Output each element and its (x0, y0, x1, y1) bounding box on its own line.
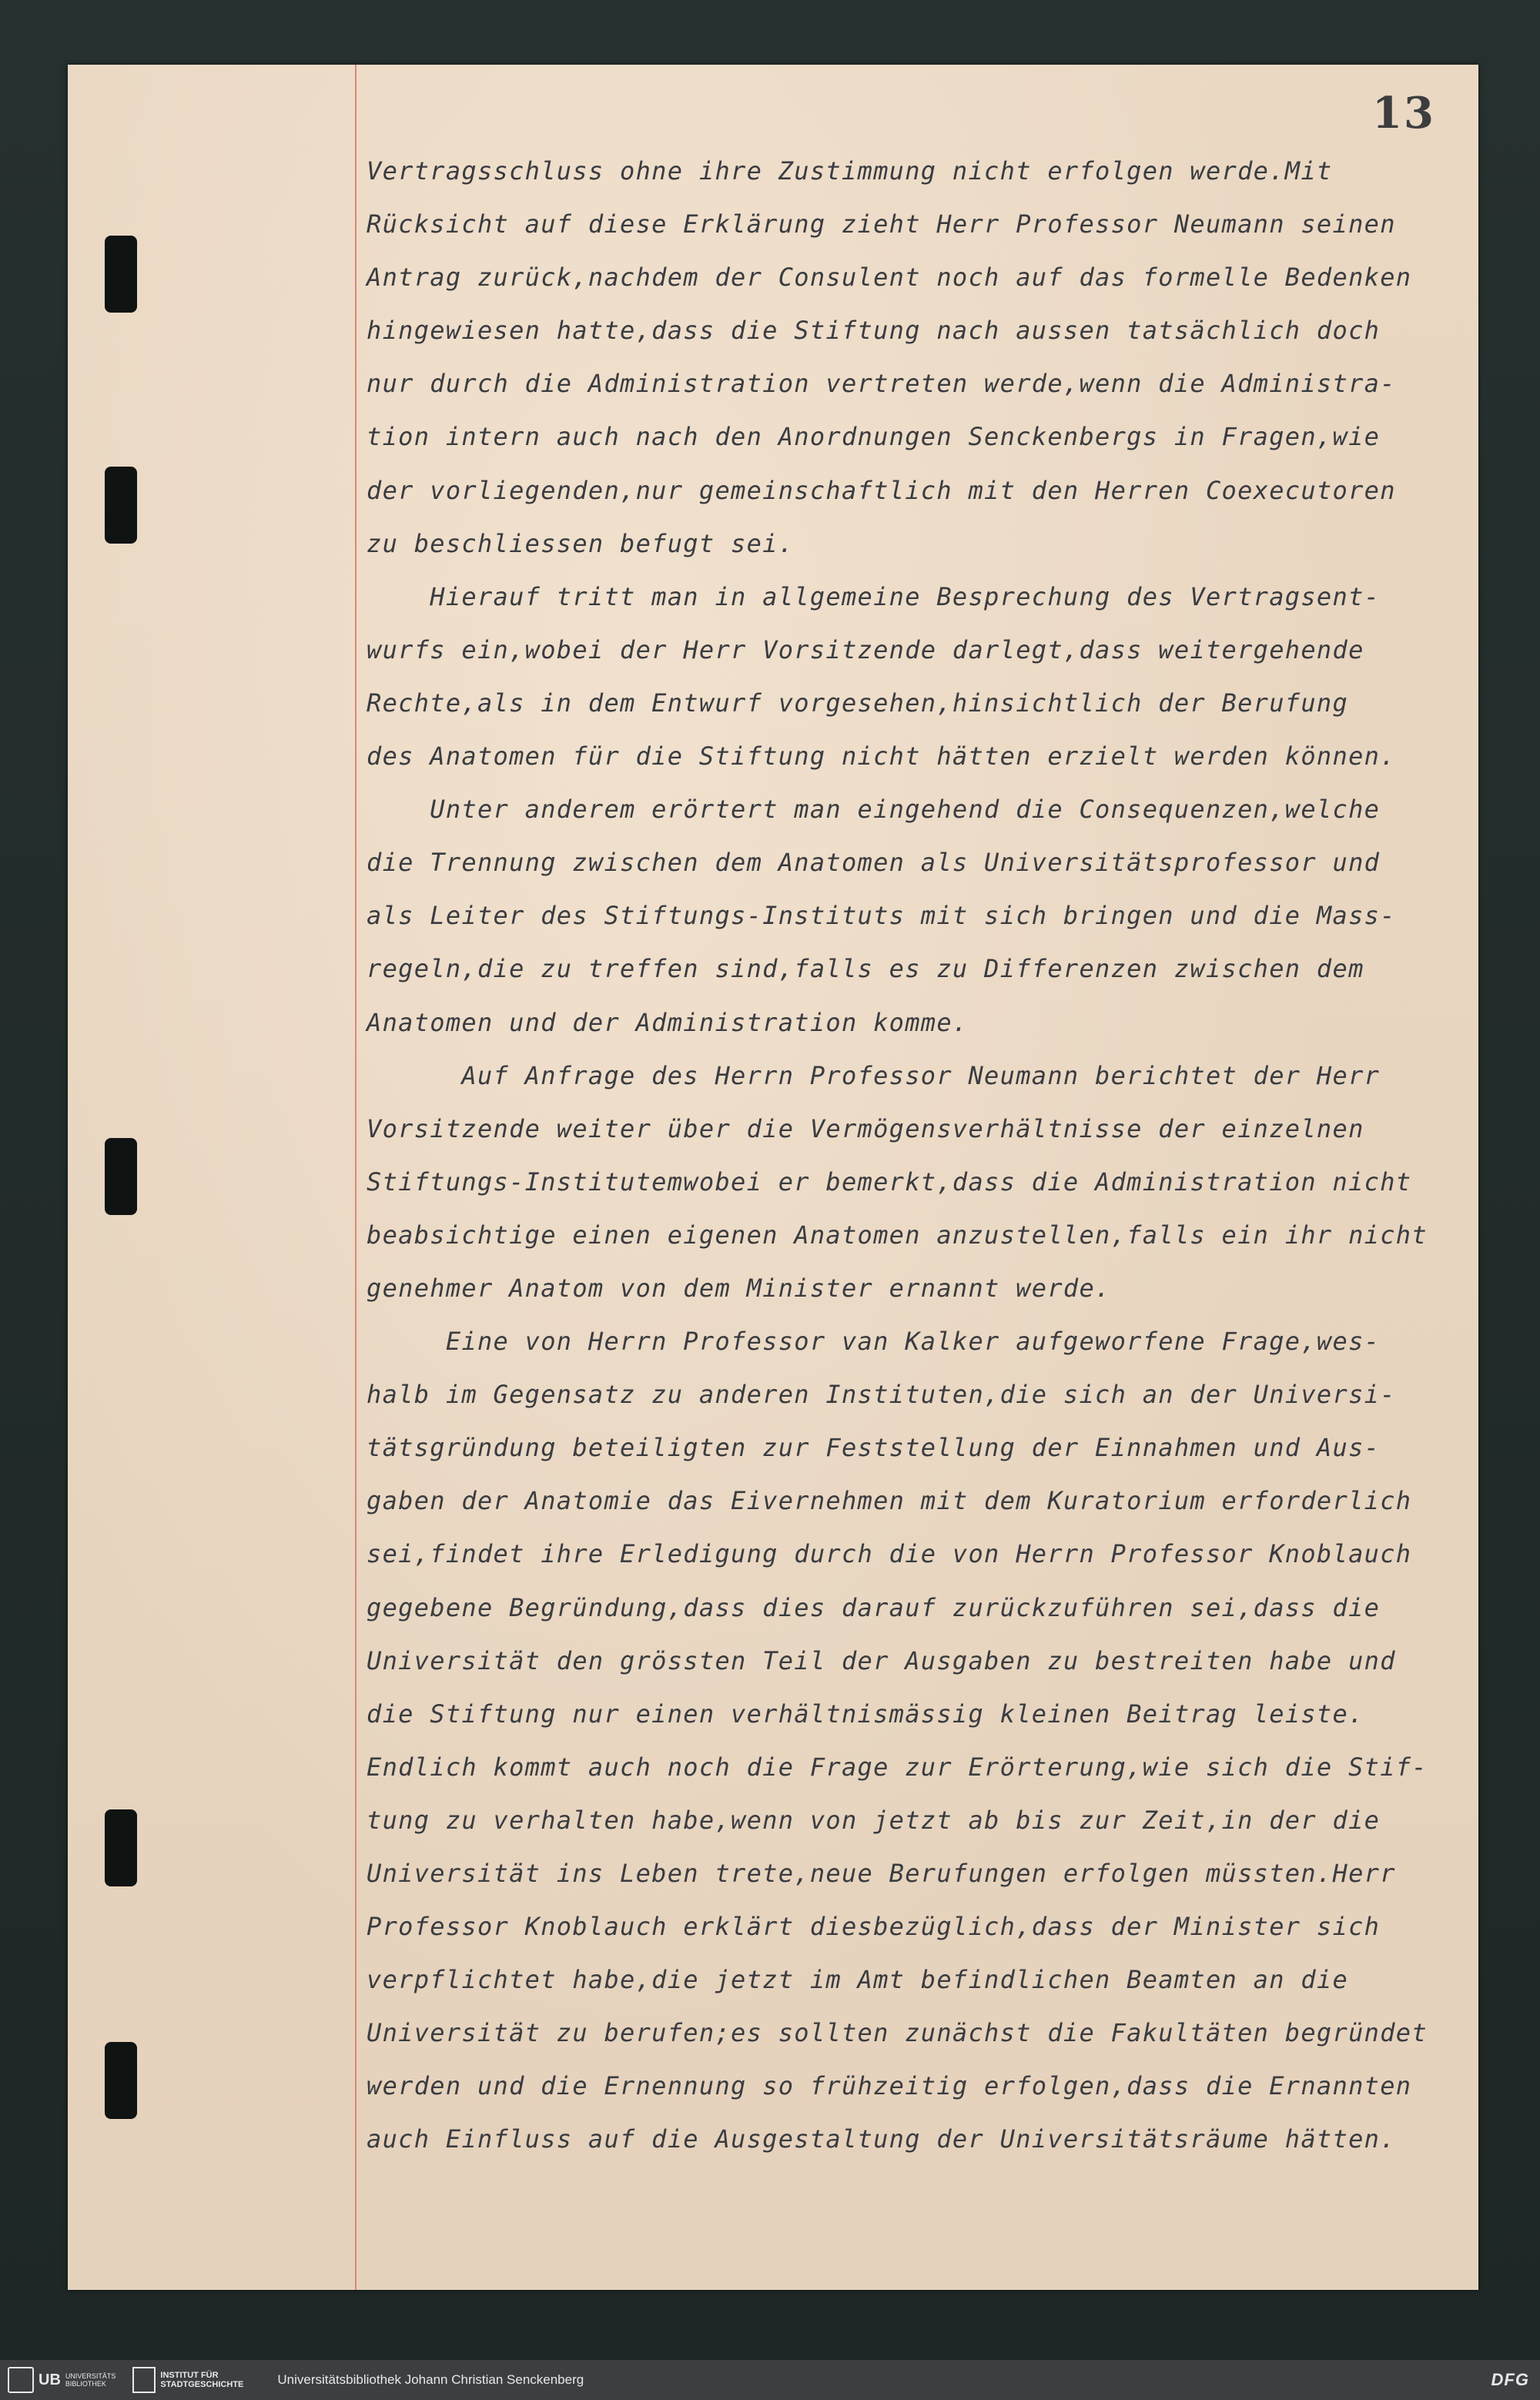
text-line: die Trennung zwischen dem Anatomen als Universitätsprofessor und (367, 848, 1381, 878)
isg-emblem-icon (132, 2367, 156, 2393)
dfg-logo[interactable]: DFG (1491, 2370, 1529, 2389)
margin-rule (355, 65, 357, 2290)
isg-logo-line: INSTITUT FÜR (160, 2371, 219, 2380)
ub-logo-subtext (65, 2372, 116, 2388)
text-line: die Stiftung nur einen verhältnismässig kleinen Beitrag leiste. (367, 1699, 1364, 1729)
text-line: Vertragsschluss ohne ihre Zustimmung nicht erfolgen werde.Mit (367, 156, 1333, 186)
punch-hole (105, 1809, 137, 1886)
text-line: nur durch die Administration vertreten werde,wenn die Administra- (367, 369, 1396, 399)
text-line: tion intern auch nach den Anordnungen Senckenbergs in Fragen,wie (367, 422, 1381, 452)
text-line: gegebene Begründung,dass dies darauf zurückzuführen sei,dass die (367, 1592, 1381, 1622)
text-line: tung zu verhalten habe,wenn von jetzt ab bis zur Zeit,in der die (367, 1805, 1381, 1835)
isg-logo-text (160, 2371, 243, 2389)
isg-logo-line: STADTGESCHICHTE (160, 2380, 244, 2389)
text-line: regeln,die zu treffen sind,falls es zu Differenzen zwischen dem (367, 954, 1364, 984)
text-line: Auf Anfrage des Herrn Professor Neumann berichtet der Herr (367, 1060, 1381, 1090)
ub-emblem-icon (8, 2367, 34, 2393)
text-line: Rechte,als in dem Entwurf vorgesehen,hinsichtlich der Berufung (367, 688, 1349, 718)
text-line: Hierauf tritt man in allgemeine Besprechung des Vertragsent- (367, 581, 1381, 611)
text-line: halb im Gegensatz zu anderen Instituten,die sich an der Universi- (367, 1380, 1396, 1410)
text-line: als Leiter des Stiftungs-Instituts mit sich bringen und die Mass- (367, 901, 1396, 931)
text-line: des Anatomen für die Stiftung nicht hätten erzielt werden können. (367, 741, 1396, 772)
footer-credit: Universitätsbibliothek Johann Christian Senckenberg (277, 2372, 584, 2387)
text-line: genehmer Anatom von dem Minister ernannt werde. (367, 1273, 1111, 1303)
isg-logo[interactable] (132, 2367, 243, 2393)
text-line: hingewiesen hatte,dass die Stiftung nach aussen tatsächlich doch (367, 316, 1381, 346)
text-line: beabsichtige einen eigenen Anatomen anzustellen,falls ein ihr nicht (367, 1220, 1428, 1250)
ub-logo-line: BIBLIOTHEK (65, 2380, 106, 2388)
text-line: Vorsitzende weiter über die Vermögensverhältnisse der einzelnen (367, 1113, 1364, 1143)
text-line: Anatomen und der Administration komme. (367, 1007, 969, 1037)
text-line: Antrag zurück,nachdem der Consulent noch auf das formelle Bedenken (367, 263, 1412, 293)
document-page (68, 65, 1478, 2290)
text-line: Rücksicht auf diese Erklärung zieht Herr Professor Neumann seinen (367, 209, 1396, 239)
text-line: verpflichtet habe,die jetzt im Amt befindlichen Beamten an die (367, 1965, 1349, 1995)
text-line: sei,findet ihre Erledigung durch die von Herrn Professor Knoblauch (367, 1539, 1412, 1569)
typed-body-text (367, 145, 1475, 2167)
text-line: der vorliegenden,nur gemeinschaftlich mit den Herren Coexecutoren (367, 475, 1396, 505)
punch-hole (105, 467, 137, 544)
text-line: Universität zu berufen;es sollten zunächst die Fakultäten begründet (367, 2018, 1428, 2048)
text-line: zu beschliessen befugt sei. (367, 528, 795, 558)
punch-hole (105, 2042, 137, 2119)
text-line: Stiftungs-Institutemwobei er bemerkt,dass die Administration nicht (367, 1167, 1412, 1197)
text-line: wurfs ein,wobei der Herr Vorsitzende darlegt,dass weitergehende (367, 634, 1364, 664)
punch-hole (105, 1138, 137, 1215)
text-line: Endlich kommt auch noch die Frage zur Erörterung,wie sich die Stif- (367, 1752, 1428, 1782)
text-line: tätsgründung beteiligten zur Feststellung der Einnahmen und Aus- (367, 1433, 1381, 1463)
text-line: Unter anderem erörtert man eingehend die Consequenzen,welche (367, 795, 1381, 825)
punch-hole (105, 236, 137, 313)
text-line: Universität ins Leben trete,neue Berufungen erfolgen müssten.Herr (367, 1859, 1396, 1888)
text-line: gaben der Anatomie das Eivernehmen mit dem Kuratorium erforderlich (367, 1486, 1412, 1516)
ub-logo-text: UB (38, 2371, 61, 2388)
ub-logo-line: UNIVERSITÄTS (65, 2372, 116, 2380)
ub-logo[interactable] (8, 2367, 116, 2393)
page-number: 13 (1372, 88, 1435, 139)
text-line: Universität den grössten Teil der Ausgaben zu bestreiten habe und (367, 1645, 1396, 1675)
viewer-footer (0, 2360, 1540, 2400)
text-line: Professor Knoblauch erklärt diesbezüglich,dass der Minister sich (367, 1912, 1381, 1942)
text-line: werden und die Ernennung so frühzeitig erfolgen,dass die Ernannten (367, 2071, 1412, 2101)
text-line: Eine von Herrn Professor van Kalker aufgeworfene Frage,wes- (367, 1327, 1381, 1357)
text-line: auch Einfluss auf die Ausgestaltung der Universitätsräume hätten. (367, 2124, 1396, 2154)
